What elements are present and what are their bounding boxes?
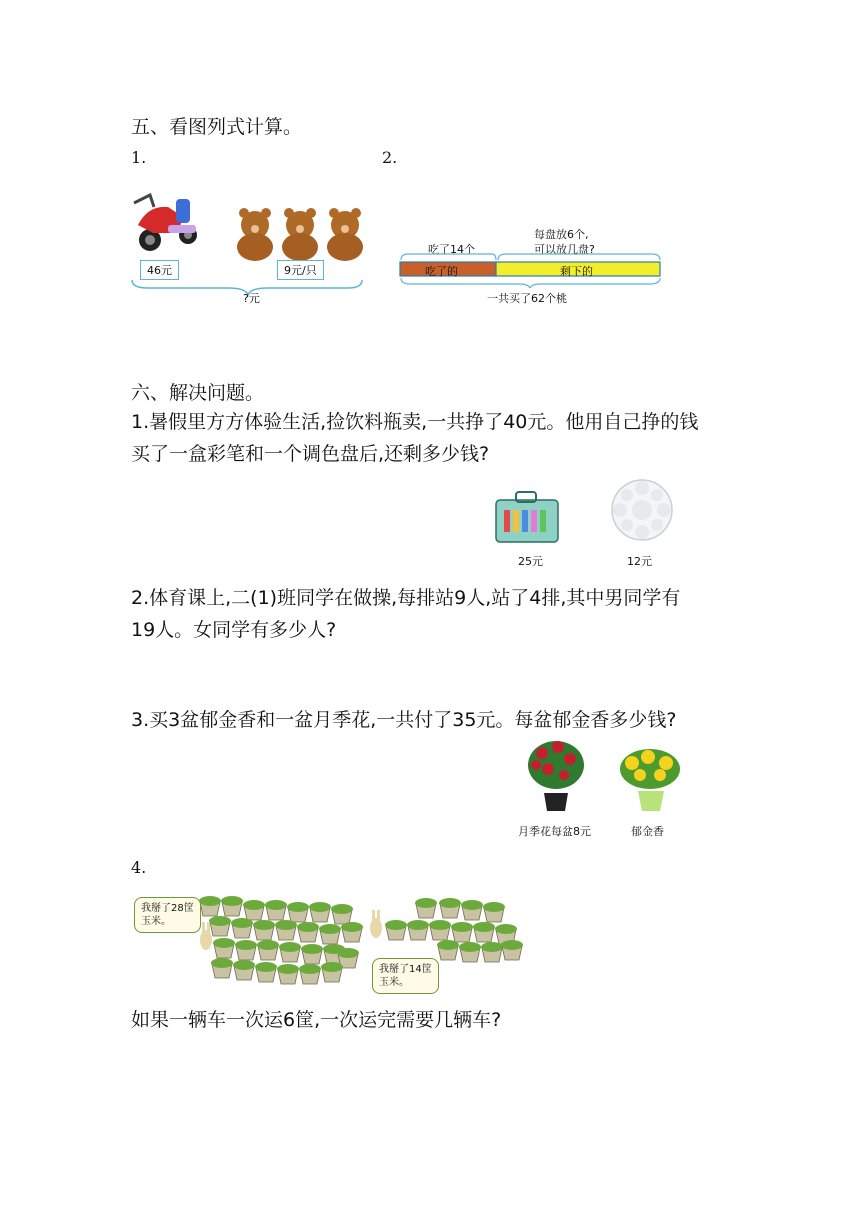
tulip-caption: 郁金香 xyxy=(631,825,664,838)
s6-q4-question: 如果一辆车一次运6筐,一次运完需要几辆车? xyxy=(131,1009,502,1031)
tulip-pot-icon xyxy=(620,749,680,811)
q2-total-label: 一共买了62个桃 xyxy=(487,292,567,305)
speech-bubble-1 xyxy=(134,897,201,933)
q2-question-line2: 可以放几盘? xyxy=(534,243,595,256)
bar-left-text: 剩下的 xyxy=(560,265,593,278)
q2-question-line1: 每盘放6个, xyxy=(534,228,589,241)
bubble1-line1: 我掰了28筐 xyxy=(141,903,194,914)
q2-number: 2. xyxy=(382,148,398,167)
teddy-bear-icon xyxy=(282,208,318,261)
bubble2-line2: 玉米。 xyxy=(379,977,409,988)
s6-q3-line1: 3.买3盆郁金香和一盆月季花,一共付了35元。每盆郁金香多少钱? xyxy=(131,709,677,731)
section5-title: 五、看图列式计算。 xyxy=(131,116,303,138)
bar-ate-text: 吃了的 xyxy=(425,265,458,278)
s6-q4-number: 4. xyxy=(131,858,147,877)
s6-q2-line1: 2.体育课上,二(1)班同学在做操,每排站9人,站了4排,其中男同学有 xyxy=(131,587,681,609)
section6-title: 六、解决问题。 xyxy=(131,382,265,404)
bubble2-line1: 我掰了14筐 xyxy=(379,964,432,975)
tricycle-icon xyxy=(134,195,197,251)
s6-q1-line1: 1.暑假里方方体验生活,捡饮料瓶卖,一共挣了40元。他用自己挣的钱 xyxy=(131,411,699,433)
q1-items-figure xyxy=(490,478,700,550)
speech-bubble-2 xyxy=(372,958,439,994)
q3-flowers-figure xyxy=(520,735,690,817)
corn-baskets-group-2 xyxy=(385,898,523,962)
q1-total-label: ?元 xyxy=(243,292,260,305)
bike-price-label: 46元 xyxy=(140,260,179,280)
q1-number: 1. xyxy=(131,148,147,167)
q2-ate-label: 吃了14个 xyxy=(428,243,475,256)
bear-price-label: 9元/只 xyxy=(277,260,324,280)
palette-icon xyxy=(612,480,672,540)
pens-price: 25元 xyxy=(518,555,543,568)
rabbit-character-icon xyxy=(370,910,382,938)
color-pens-icon xyxy=(496,492,558,542)
rabbit-character-icon xyxy=(200,922,212,950)
q1-figure xyxy=(128,185,368,305)
teddy-bear-icon xyxy=(237,208,273,261)
bubble1-line2: 玉米。 xyxy=(141,916,171,927)
s6-q2-line2: 19人。女同学有多少人? xyxy=(131,619,337,641)
rose-caption: 月季花每盆8元 xyxy=(518,825,591,838)
teddy-bear-icon xyxy=(327,208,363,261)
q4-corn-baskets-figure xyxy=(190,892,525,990)
corn-baskets-group-1 xyxy=(199,896,363,984)
s6-q1-line2: 买了一盒彩笔和一个调色盘后,还剩多少钱? xyxy=(131,443,490,465)
palette-price: 12元 xyxy=(627,555,652,568)
rose-pot-icon xyxy=(528,741,584,811)
